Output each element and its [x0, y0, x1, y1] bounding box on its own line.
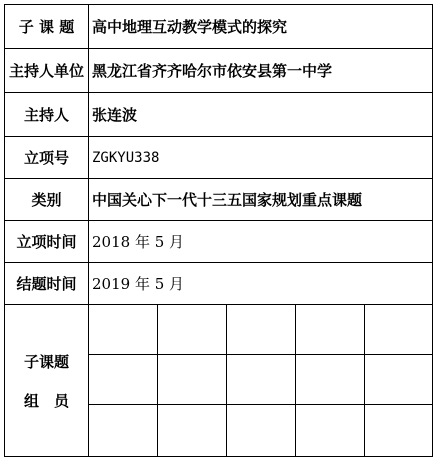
subtopic-value: 高中地理互动教学模式的探究 [89, 5, 433, 49]
project-number-value: ZGKYU338 [89, 137, 433, 179]
members-label-line1: 子课题 [23, 352, 69, 371]
table-row [5, 179, 433, 221]
member-cell [365, 355, 433, 405]
end-date-value: 2019 年 5 月 [89, 263, 433, 305]
table-row [5, 137, 433, 179]
table-row [5, 305, 433, 355]
members-label-line2: 组 员 [23, 391, 69, 410]
member-cell [296, 305, 365, 355]
table-row [5, 49, 433, 93]
category-label: 类别 [5, 179, 89, 221]
start-date-label: 立项时间 [5, 221, 89, 263]
table-row [5, 5, 433, 49]
member-cell [296, 405, 365, 457]
table-row [5, 263, 433, 305]
member-cell [158, 355, 227, 405]
members-label [5, 305, 89, 457]
member-cell [158, 305, 227, 355]
host-label: 主持人 [5, 93, 89, 137]
member-cell [227, 405, 296, 457]
member-cell [227, 305, 296, 355]
member-cell [89, 355, 158, 405]
subtopic-label: 子 课 题 [5, 5, 89, 49]
host-unit-label: 主持人单位 [5, 49, 89, 93]
table-row [5, 221, 433, 263]
start-date-value: 2018 年 5 月 [89, 221, 433, 263]
member-cell [227, 355, 296, 405]
project-number-label: 立项号 [5, 137, 89, 179]
member-cell [89, 305, 158, 355]
member-cell [365, 405, 433, 457]
member-cell [296, 355, 365, 405]
project-info-table [4, 4, 433, 457]
category-value: 中国关心下一代十三五国家规划重点课题 [89, 179, 433, 221]
member-cell [365, 305, 433, 355]
end-date-label: 结题时间 [5, 263, 89, 305]
member-cell [158, 405, 227, 457]
host-value: 张连波 [89, 93, 433, 137]
member-cell [89, 405, 158, 457]
table-row [5, 93, 433, 137]
host-unit-value: 黑龙江省齐齐哈尔市依安县第一中学 [89, 49, 433, 93]
